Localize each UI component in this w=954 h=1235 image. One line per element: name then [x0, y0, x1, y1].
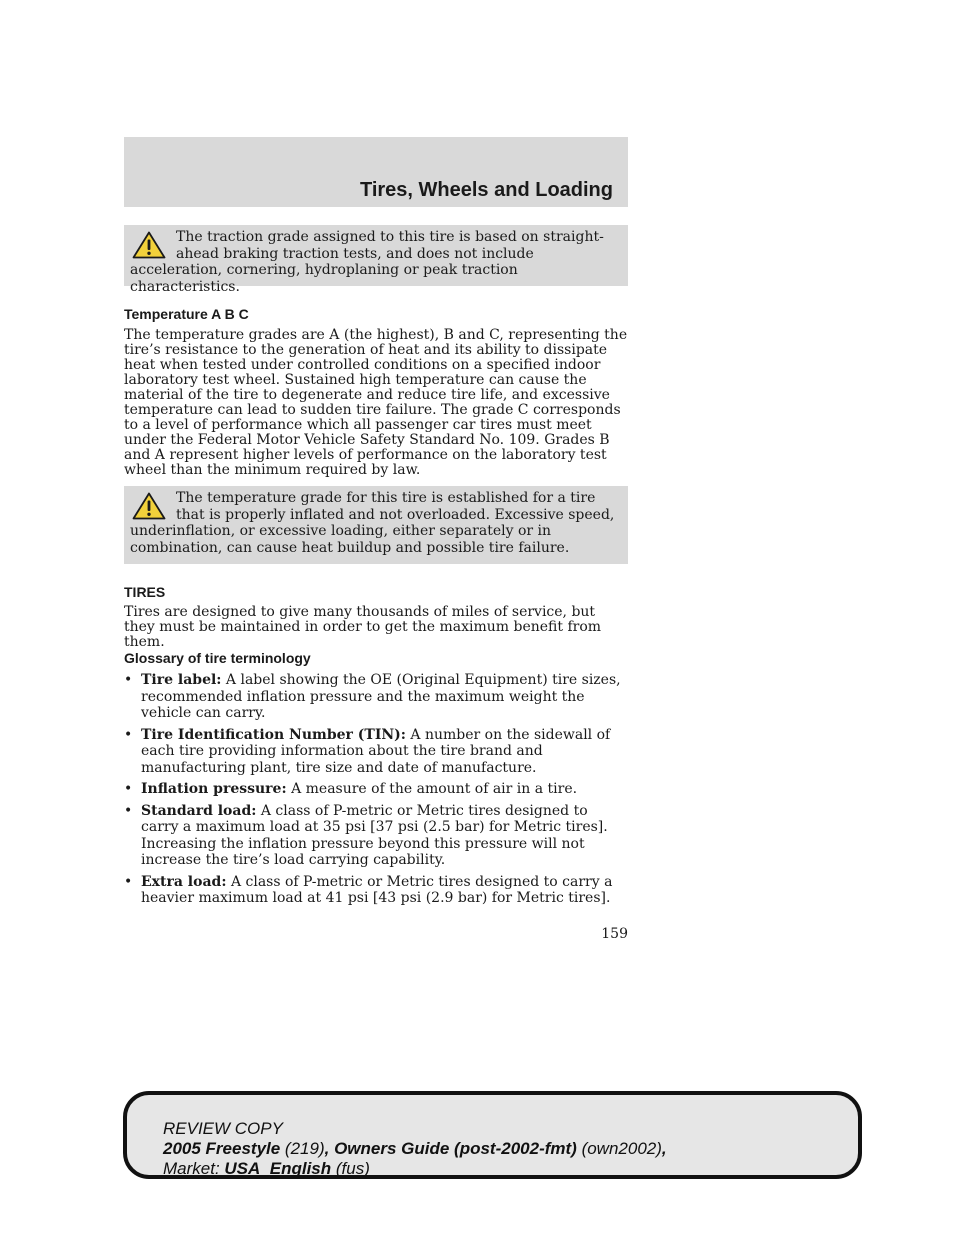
section-header-band: [124, 137, 628, 207]
list-item: • Inflation pressure: A measure of the amount of air in a tire.: [124, 781, 578, 797]
paragraph-tires: Tires are designed to give many thousands of miles of service, but they must be maintained in order to get the maximum benefit from them.: [124, 604, 602, 650]
glossary-term: Tire Identification Number (TIN):: [141, 726, 406, 743]
review-market-line: [163, 1159, 858, 1179]
review-model: 2005 Freestyle: [163, 1139, 281, 1158]
review-model-code: (219): [280, 1139, 325, 1158]
page-number: 159: [601, 926, 628, 942]
review-guide-code: (own2002): [576, 1139, 662, 1158]
review-sep: ,: [661, 1139, 667, 1158]
review-product-line: [163, 1139, 858, 1159]
glossary-definition: A measure of the amount of air in a tire.: [286, 781, 578, 797]
list-item: • Tire Identification Number (TIN): A number on the sidewall of each tire providing information about the tire brand and manufacturing plant, tire size and date of manufacture.: [124, 726, 611, 776]
warning-triangle-icon: [132, 492, 166, 520]
review-copy-label: REVIEW COPY: [163, 1119, 283, 1138]
glossary-list: [124, 672, 628, 912]
warning-box-temperature: [124, 486, 628, 564]
review-guide: Owners Guide (post-2002-fmt): [334, 1139, 577, 1158]
list-item: • Tire label: A label showing the OE (Original Equipment) tire sizes, recommended inflation pressure and the maximum weight the vehicle can carry.: [124, 672, 621, 721]
list-item: • Extra load: A class of P-metric or Metric tires designed to carry a heavier maximum load at 41 psi [43 psi (2.9 bar) for Metric tires].: [124, 873, 613, 906]
section-title: Tires, Wheels and Loading: [359, 179, 613, 201]
warning-text: The traction grade assigned to this tire is based on straight-ahead braking traction tests, and does not include acceleration, cornering, hydroplaning or peak traction characteristics.: [130, 229, 604, 295]
review-market-label: Market:: [163, 1159, 225, 1178]
glossary-definition: A label showing the OE (Original Equipment) tire sizes, recommended inflation pressure and the maximum weight the vehicle can carry.: [141, 672, 621, 721]
warning-triangle-icon: [132, 231, 166, 259]
glossary-definition: A number on the sidewall of each tire providing information about the tire brand and manufacturing plant, tire size and date of manufacture.: [141, 726, 611, 776]
list-item: • Standard load: A class of P-metric or Metric tires designed to carry a maximum load at 35 psi [37 psi (2.5 bar) for Metric tires]. Increasing the inflation pressure beyond this pressure will not increase the tire’s load carrying capability.: [124, 802, 608, 868]
glossary-definition: A class of P-metric or Metric tires designed to carry a heavier maximum load at 41 psi [43 psi (2.9 bar) for Metric tires].: [141, 873, 613, 906]
heading-tires: TIRES: [124, 584, 166, 600]
glossary-term: Tire label:: [141, 672, 222, 688]
review-market: USA_English: [224, 1159, 332, 1178]
review-copy-box: [123, 1091, 862, 1179]
glossary-term: Standard load:: [141, 802, 257, 819]
warning-box-traction: [124, 225, 628, 295]
heading-glossary: Glossary of tire terminology: [124, 650, 311, 666]
glossary-term: Extra load:: [141, 873, 227, 890]
review-sep: ,: [324, 1139, 335, 1158]
heading-temperature: Temperature A B C: [124, 306, 249, 322]
warning-text: The temperature grade for this tire is established for a tire that is properly inflated and not overloaded. Excessive speed, underinflation, or excessive loading, either separately or in combination, can cause heat buildup and possible tire failure.: [130, 490, 615, 556]
glossary-term: Inflation pressure:: [141, 781, 287, 797]
review-market-code: (fus): [331, 1159, 370, 1178]
paragraph-temperature: The temperature grades are A (the highest), B and C, representing the tire’s resistance to the generation of heat and its ability to dissipate heat when tested under controlled conditions on a specified indoor laboratory test wheel. Sustained high temperature can cause the material of the tire to degenerate and reduce tire life, and excessive temperature can lead to sudden tire failure. The grade C corresponds to a level of performance which all passenger car tires must meet under the Federal Motor Vehicle Safety Standard No. 109. Grades B and A represent higher levels of performance on the laboratory test wheel than the minimum required by law.: [124, 327, 628, 478]
glossary-definition: A class of P-metric or Metric tires designed to carry a maximum load at 35 psi [37 psi (2.5 bar) for Metric tires]. Increasing the inflation pressure beyond this pressure will not increase the tire’s load carrying capability.: [141, 802, 608, 868]
